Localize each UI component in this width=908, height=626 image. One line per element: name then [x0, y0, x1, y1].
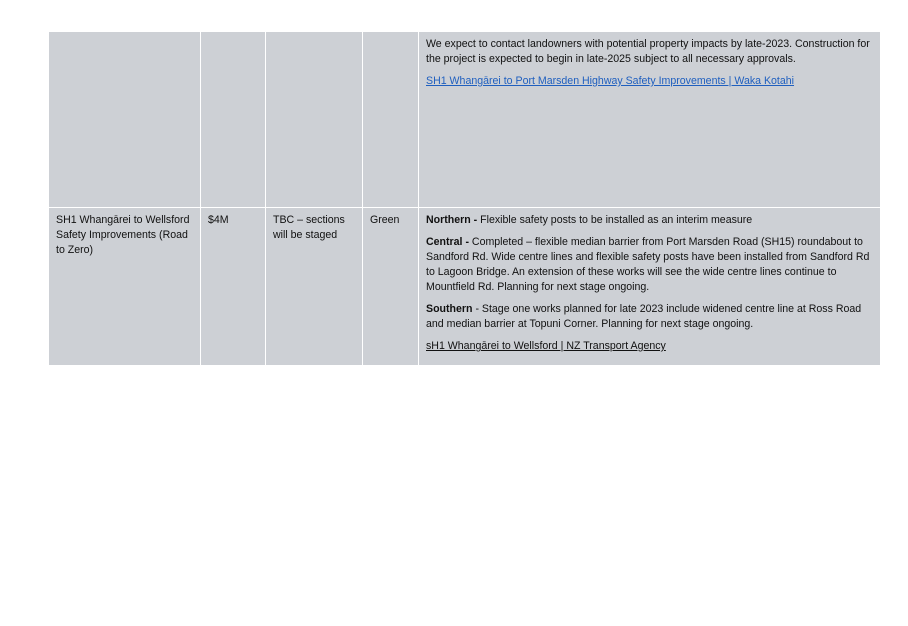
- paragraph-lead: Northern -: [426, 214, 481, 226]
- project-name: SH1 Whangārei to Wellsford Safety Improvements (Road to Zero): [56, 214, 190, 256]
- project-status: Green: [370, 214, 400, 226]
- table-row: [49, 208, 881, 366]
- details-link-paragraph: [426, 74, 873, 89]
- table-row: [49, 32, 881, 208]
- paragraph-text: - Stage one works planned for late 2023 include widened centre line at Ross Road and median barrier at Topuni Corner. Planning for next stage ongoing.: [426, 303, 862, 330]
- status-cell: [363, 208, 419, 366]
- wellsford-project-link[interactable]: sH1 Whangārei to Wellsford | NZ Transport Agency: [426, 340, 666, 352]
- status-cell: [363, 32, 419, 208]
- timeline-cell: [266, 32, 363, 208]
- paragraph-text: Completed – flexible median barrier from Port Marsden Road (SH15) roundabout to Sandford Rd. Wide centre lines and flexible safety posts have been installed from Sandford Rd to Lagoon Bridge. An extension of these works will see the wide centre lines continue to Mountfield Rd. Planning for next stage ongoing.: [426, 236, 870, 293]
- project-name-cell: [49, 208, 201, 366]
- cost-cell: [201, 208, 266, 366]
- cost-cell: [201, 32, 266, 208]
- project-name-cell: [49, 32, 201, 208]
- paragraph-text: We expect to contact landowners with potential property impacts by late-2023. Construction for the project is expected to begin in late-2025 subject to all necessary approvals.: [426, 38, 870, 65]
- project-cost: $4M: [208, 214, 229, 226]
- details-paragraph-southern: [426, 302, 873, 332]
- paragraph-lead: Southern: [426, 303, 476, 315]
- details-paragraph-central: [426, 235, 873, 295]
- details-cell: [419, 32, 881, 208]
- timeline-cell: [266, 208, 363, 366]
- projects-table: [48, 31, 881, 366]
- details-paragraph-northern: [426, 213, 873, 228]
- paragraph-lead: Central -: [426, 236, 472, 248]
- paragraph-text: Flexible safety posts to be installed as an interim measure: [480, 214, 753, 226]
- details-link-paragraph: [426, 339, 873, 354]
- details-cell: [419, 208, 881, 366]
- port-marsden-project-link[interactable]: SH1 Whangārei to Port Marsden Highway Safety Improvements | Waka Kotahi: [426, 75, 795, 87]
- details-paragraph: [426, 37, 873, 67]
- project-timeline: TBC – sections will be staged: [273, 214, 345, 241]
